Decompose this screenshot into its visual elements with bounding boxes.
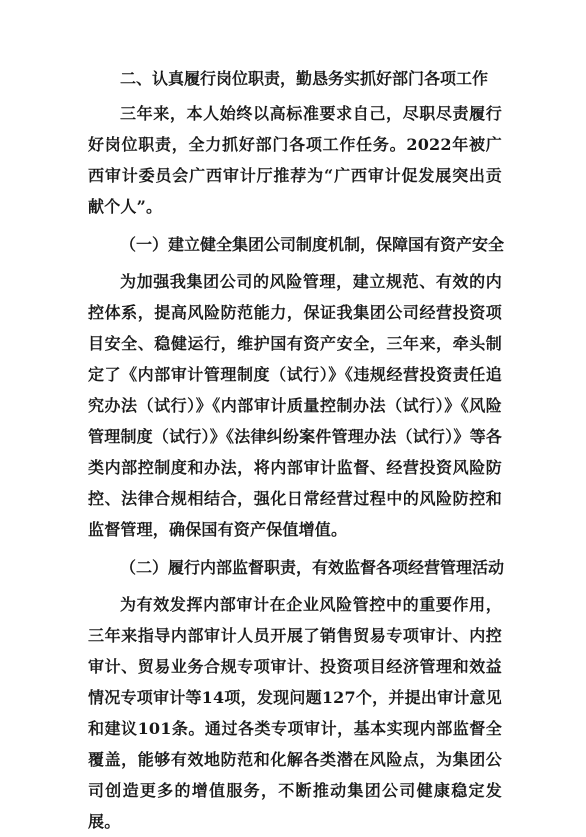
intro-paragraph: 三年来，本人始终以高标准要求自己，尽职尽责履行好岗位职责，全力抓好部门各项工作任务。2022年被广西审计委员会广西审计厅推荐为“广西审计促发展突出贡献个人”。 [88, 104, 502, 216]
subsection-heading-2: （二）履行内部监督职责，有效监督各项经营管理活动 [120, 558, 505, 577]
document-page [88, 64, 505, 837]
subsection-paragraph-2: 为有效发挥内部审计在企业风险管控中的重要作用，三年来指导内部审计人员开展了销售贸易专项审计、内控审计、贸易业务合规专项审计、投资项目经济管理和效益情况专项审计等14项，发现问题127个，并提出审计意见和建议101条。通过各类专项审计，基本实现内部监督全覆盖，能够有效地防范和化解各类潜在风险点，为集团公司创造更多的增值服务，不断推动集团公司健康稳定发展。 [88, 595, 502, 831]
subsection-paragraph-1: 为加强我集团公司的风险管理，建立规范、有效的内控体系，提高风险防范能力，保证我集团公司经营投资项目安全、稳健运行，维护国有资产安全，三年来，牵头制定了《内部审计管理制度（试行）》《违规经营投资责任追究办法（试行）》《内部审计质量控制办法（试行）》《风险管理制度（试行）》《法律纠纷案件管理办法（试行）》等各类内部控制度和办法，将内部审计监督、经营投资风险防控、法律合规相结合，强化日常经营过程中的风险防控和监督管理，确保国有资产保值增值。 [88, 272, 502, 539]
subsection-heading-1: （一）建立健全集团公司制度机制，保障国有资产安全 [120, 235, 505, 254]
section-heading: 二、认真履行岗位职责，勤恳务实抓好部门各项工作 [120, 69, 489, 88]
